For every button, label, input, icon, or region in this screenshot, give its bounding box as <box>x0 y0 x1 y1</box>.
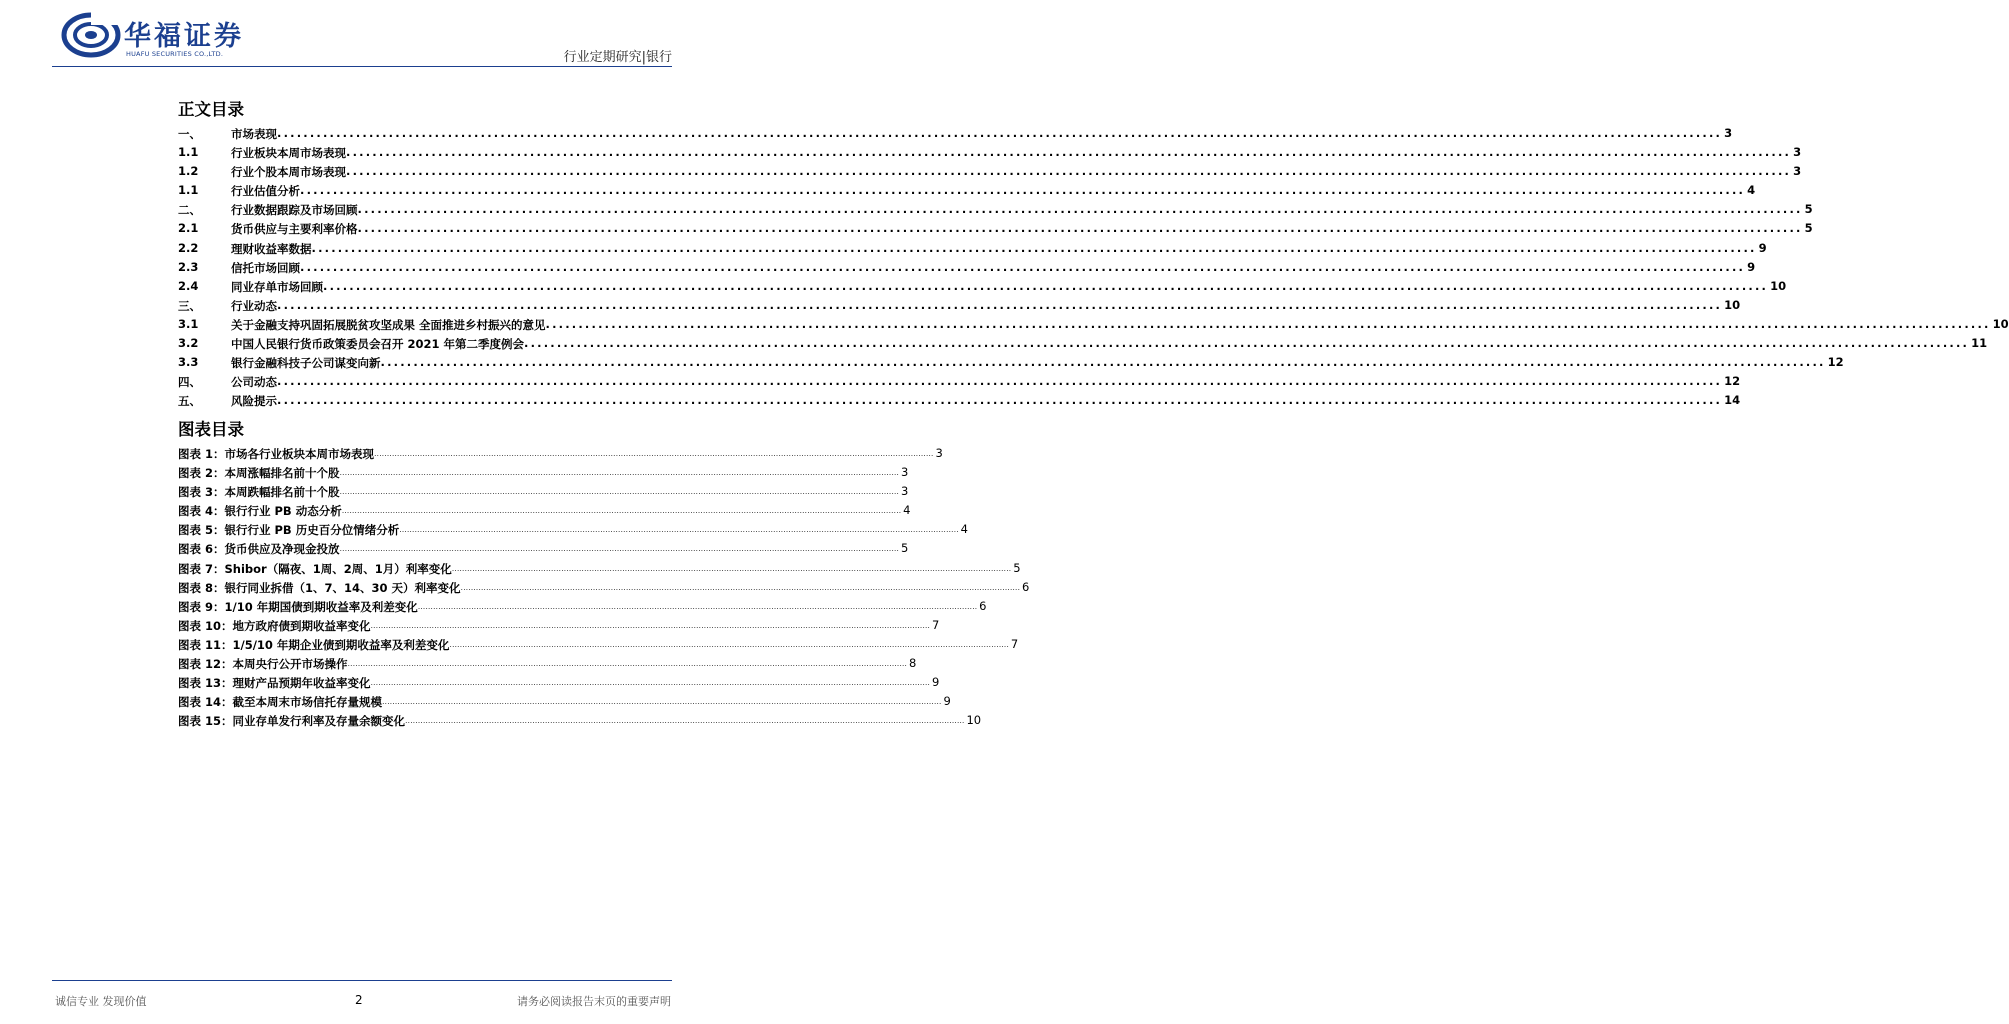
figure-entry-leader: ............................................................................................................................................................................................................................ <box>449 639 1009 649</box>
toc-entry[interactable] <box>178 202 1813 221</box>
toc-entry-page: 3 <box>1793 164 1802 179</box>
toc-entry-number: 2.1 <box>178 221 199 236</box>
figure-entry-leader: ............................................................................................................................................................................................................................ <box>339 544 899 554</box>
toc-entry-title: 风险提示 <box>231 394 277 409</box>
figure-entry-leader: ............................................................................................................................................................................................................................ <box>370 678 930 688</box>
toc-entry-leader: ............................................................................................................................................................................................................................ <box>380 355 1826 370</box>
figure-entry-leader: ............................................................................................................................................................................................................................ <box>339 487 899 497</box>
toc-entry-title: 行业个股本周市场表现 <box>231 165 346 180</box>
figure-entry-page: 3 <box>935 446 943 460</box>
figure-entry-page: 8 <box>908 656 917 671</box>
toc-entry-number: 2.4 <box>178 278 199 293</box>
figure-entry-leader: ............................................................................................................................................................................................................................ <box>370 620 930 630</box>
figure-entry-leader: ............................................................................................................................................................................................................................ <box>399 525 959 535</box>
toc-entry[interactable] <box>178 336 1988 355</box>
toc-entry-body <box>231 374 1741 390</box>
figures-heading: 图表目录 <box>178 420 244 439</box>
figure-entry-title: 图表 3：本周跌幅排名前十个股 <box>178 485 340 500</box>
toc-entry-page: 4 <box>1747 183 1756 198</box>
toc-entry-page: 12 <box>1827 355 1844 370</box>
figure-entry-leader: ............................................................................................................................................................................................................................ <box>451 563 1012 573</box>
toc-entry-body <box>231 221 1813 237</box>
toc-entry-page: 5 <box>1804 221 1813 236</box>
page-header <box>0 0 724 70</box>
figure-entry[interactable] <box>178 541 909 560</box>
toc-entry[interactable] <box>178 240 1767 260</box>
toc-entry-leader: ............................................................................................................................................................................................................................ <box>277 374 1723 389</box>
figure-entry-title: 图表 7：Shibor（隔夜、1周、2周、1月）利率变化 <box>178 561 452 576</box>
toc-entry-number: 1.2 <box>178 164 199 179</box>
toc-entry-leader: ............................................................................................................................................................................................................................ <box>300 259 1746 274</box>
toc-entry[interactable] <box>178 259 1756 279</box>
figure-entry[interactable] <box>178 446 943 465</box>
toc-entry-page: 9 <box>1758 240 1767 255</box>
toc-entry[interactable] <box>178 374 1741 393</box>
toc-entry[interactable] <box>178 183 1756 202</box>
toc-entry-number: 四、 <box>178 375 201 390</box>
toc-entry[interactable] <box>178 355 1844 374</box>
figure-entry-title: 图表 8：银行同业拆借（1、7、14、30 天）利率变化 <box>178 580 461 595</box>
figure-entry-page: 4 <box>903 503 911 518</box>
toc-entry-number: 三、 <box>178 298 201 313</box>
figure-entry-page: 6 <box>979 598 987 613</box>
footer-disclaimer: 请务必阅读报告末页的重要声明 <box>517 995 671 1008</box>
toc-entry-body <box>231 278 1787 295</box>
toc-entry[interactable] <box>178 316 2009 336</box>
toc-entry-title: 理财收益率数据 <box>231 241 312 256</box>
figure-entry[interactable] <box>178 484 909 503</box>
toc-entry-title: 行业估值分析 <box>231 184 300 199</box>
toc-entry-number: 2.3 <box>178 259 199 274</box>
figure-entry-title: 图表 6：货币供应及净现金投放 <box>178 542 340 557</box>
toc-entry[interactable] <box>178 221 1813 240</box>
toc-entry-body <box>231 164 1802 180</box>
figure-entry-page: 5 <box>900 541 909 556</box>
figure-entry-title: 图表 10：地方政府债到期收益率变化 <box>178 618 371 633</box>
figure-entry-page: 10 <box>966 713 982 728</box>
company-logo <box>62 12 252 62</box>
toc-entry-number: 二、 <box>178 203 201 218</box>
toc-entry-body <box>231 202 1813 218</box>
figure-entry-page: 3 <box>900 484 909 499</box>
figure-entry-leader: ............................................................................................................................................................................................................................ <box>405 716 965 726</box>
toc-entry-leader: ............................................................................................................................................................................................................................ <box>277 126 1723 140</box>
toc-entry-number: 3.1 <box>178 316 199 331</box>
toc-entry-title: 中国人民银行货币政策委员会召开 2021 年第二季度例会 <box>231 337 525 352</box>
toc-entry[interactable] <box>178 393 1741 412</box>
toc-entry-title: 行业板块本周市场表现 <box>231 146 346 161</box>
figure-entry-page: 4 <box>960 522 968 537</box>
toc-heading: 正文目录 <box>178 100 244 119</box>
toc-entry-title: 货币供应与主要利率价格 <box>231 222 358 237</box>
toc-entry-title: 银行金融科技子公司谋变向新 <box>231 356 381 371</box>
figure-entry[interactable] <box>178 598 987 618</box>
toc-entry-page: 10 <box>1724 297 1741 312</box>
toc-entry-body <box>231 297 1741 314</box>
toc-entry[interactable] <box>178 164 1802 183</box>
footer-divider <box>52 980 672 981</box>
toc-entry-body <box>231 145 1802 161</box>
toc-entry-number: 3.2 <box>178 336 199 351</box>
logo-chinese-name: 华福证券 <box>124 21 244 52</box>
figure-entry[interactable] <box>178 522 968 541</box>
footer-slogan: 诚信专业 发现价值 <box>55 995 147 1008</box>
toc-entry-page: 3 <box>1724 126 1733 140</box>
figure-entry-title: 图表 12：本周央行公开市场操作 <box>178 657 348 672</box>
figure-entry-page: 6 <box>1021 579 1030 594</box>
toc-entry-title: 信托市场回顾 <box>231 260 300 275</box>
figure-entry-page: 7 <box>1010 636 1019 651</box>
toc-entry-leader: ............................................................................................................................................................................................................................ <box>277 393 1723 408</box>
toc-entry-page: 5 <box>1804 202 1813 217</box>
toc-entry-title: 公司动态 <box>231 375 277 390</box>
toc-entry-leader: ............................................................................................................................................................................................................................ <box>346 164 1792 179</box>
figure-entry[interactable] <box>178 636 1019 656</box>
figure-entry[interactable] <box>178 503 911 522</box>
toc-entry-leader: ............................................................................................................................................................................................................................ <box>323 278 1769 293</box>
page-number: 2 <box>355 993 363 1007</box>
figure-entry[interactable] <box>178 675 940 694</box>
figure-entry[interactable] <box>178 579 1030 599</box>
toc-entry-title: 市场表现 <box>231 127 277 141</box>
figure-entry[interactable] <box>178 656 917 675</box>
toc-entry-leader: ............................................................................................................................................................................................................................ <box>277 297 1723 312</box>
figure-entry-title: 图表 15：同业存单发行利率及存量余额变化 <box>178 714 406 729</box>
figure-entry-leader: ............................................................................................................................................................................................................................ <box>460 582 1020 592</box>
figure-entry-title: 图表 9：1/10 年期国债到期收益率及利差变化 <box>178 599 418 614</box>
figure-entry-title: 图表 14：截至本周末市场信托存量规模 <box>178 695 383 710</box>
toc-entry-title: 行业数据跟踪及市场回顾 <box>231 203 358 218</box>
toc-entry-leader: ............................................................................................................................................................................................................................ <box>300 183 1746 198</box>
figure-entry-page: 7 <box>931 617 940 632</box>
toc-entry-page: 14 <box>1724 393 1741 408</box>
toc-entry-page: 12 <box>1724 374 1741 389</box>
figure-entry-leader: ............................................................................................................................................................................................................................ <box>382 697 942 707</box>
figure-entry-title: 图表 11：1/5/10 年期企业债到期收益率及利差变化 <box>178 637 450 652</box>
figure-entry-page: 5 <box>1013 560 1021 575</box>
toc-entry-leader: ............................................................................................................................................................................................................................ <box>357 221 1803 236</box>
figure-entry-page: 3 <box>900 465 909 480</box>
figure-entry[interactable] <box>178 617 940 637</box>
header-divider <box>52 66 672 67</box>
figure-entry-leader: ............................................................................................................................................................................................................................ <box>347 659 907 669</box>
toc-entry-leader: ............................................................................................................................................................................................................................ <box>346 145 1792 160</box>
toc-entry-body <box>231 393 1741 409</box>
figure-list <box>178 446 1030 732</box>
figure-entry-leader: ............................................................................................................................................................................................................................ <box>339 468 899 478</box>
toc-entry-leader: ............................................................................................................................................................................................................................ <box>524 336 1970 351</box>
toc-entry-page: 11 <box>1971 336 1988 351</box>
toc-entry-body <box>231 316 2009 333</box>
figure-entry[interactable] <box>178 560 1021 580</box>
huafu-logo-icon <box>62 12 122 58</box>
toc-entry-body <box>231 336 1988 352</box>
toc-entry-number: 1.1 <box>178 145 199 160</box>
toc-entry-page: 10 <box>1770 278 1787 293</box>
toc-entry-leader: ............................................................................................................................................................................................................................ <box>357 202 1803 217</box>
figure-entry[interactable] <box>178 694 951 713</box>
toc-entry-leader: ............................................................................................................................................................................................................................ <box>545 316 1991 331</box>
toc-entry-number: 一、 <box>178 127 201 141</box>
figure-entry-title: 图表 4：银行行业 PB 动态分析 <box>178 504 342 519</box>
toc-entry[interactable] <box>178 297 1741 317</box>
figure-entry-leader: ............................................................................................................................................................................................................................ <box>417 601 978 611</box>
toc-entry-number: 2.2 <box>178 240 199 255</box>
figure-entry-title: 图表 13：理财产品预期年收益率变化 <box>178 676 371 691</box>
figure-entry[interactable] <box>178 713 982 732</box>
toc-entry-body <box>231 183 1756 199</box>
figure-entry-title: 图表 5：银行行业 PB 历史百分位情绪分析 <box>178 523 400 538</box>
figure-entry-leader: ............................................................................................................................................................................................................................ <box>341 506 902 516</box>
toc-entry[interactable] <box>178 145 1802 164</box>
toc-entry-body <box>231 126 1733 142</box>
toc-entry[interactable] <box>178 126 1733 145</box>
toc-entry-number: 3.3 <box>178 355 199 370</box>
toc-entry-page: 10 <box>1992 316 2009 331</box>
toc-entry-title: 行业动态 <box>231 298 277 313</box>
toc-entry-leader: ............................................................................................................................................................................................................................ <box>311 240 1757 255</box>
toc-list <box>178 126 2009 412</box>
toc-entry-title: 同业存单市场回顾 <box>231 279 323 294</box>
toc-entry-body <box>231 240 1767 257</box>
toc-entry-body <box>231 355 1844 371</box>
toc-entry-page: 3 <box>1793 145 1802 160</box>
toc-entry-title: 关于金融支持巩固拓展脱贫攻坚成果 全面推进乡村振兴的意见 <box>231 317 546 332</box>
figure-entry-page: 9 <box>931 675 940 690</box>
figure-entry-title: 图表 1：市场各行业板块本周市场表现 <box>178 447 375 461</box>
figure-entry-leader: ............................................................................................................................................................................................................................ <box>374 449 934 458</box>
figure-entry-page: 9 <box>943 694 951 709</box>
figure-entry-title: 图表 2：本周涨幅排名前十个股 <box>178 466 340 481</box>
toc-entry[interactable] <box>178 278 1787 298</box>
toc-entry-number: 五、 <box>178 394 201 409</box>
toc-entry-page: 9 <box>1747 259 1756 274</box>
toc-entry-body <box>231 259 1756 276</box>
report-type: 行业定期研究|银行 <box>563 50 672 65</box>
figure-entry[interactable] <box>178 465 909 484</box>
toc-entry-number: 1.1 <box>178 183 199 198</box>
logo-english-name: HUAFU SECURITIES CO.,LTD. <box>126 50 224 58</box>
